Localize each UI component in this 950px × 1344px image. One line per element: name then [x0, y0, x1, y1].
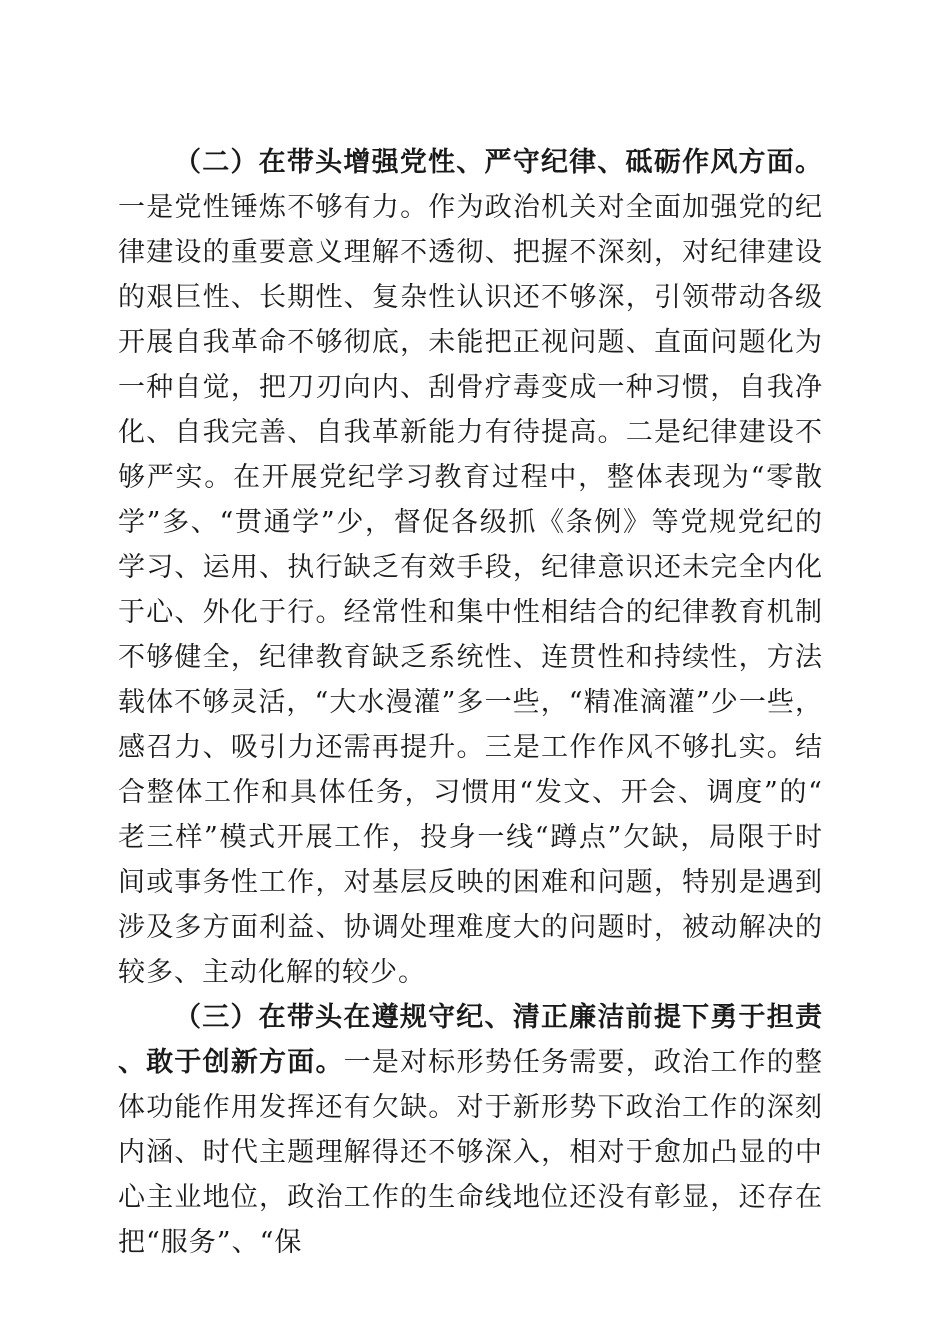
document-body — [118, 140, 823, 1265]
section-two-heading: （二）在带头增强党性、严守纪律、砥砺作风方面。 — [174, 147, 823, 178]
paragraph-section-two — [118, 140, 823, 995]
section-two-text: 一是党性锤炼不够有力。作为政治机关对全面加强党的纪律建设的重要意义理解不透彻、把握不深刻，对纪律建设的艰巨性、长期性、复杂性认识还不够深，引领带动各级开展自我革命不够彻底，未能把正视问题、直面问题化为一种自觉，把刀刃向内、刮骨疗毒变成一种习惯，自我净化、自我完善、自我革新能力有待提高。二是纪律建设不够严实。在开展党纪学习教育过程中，整体表现为“零散学”多、“贯通学”少，督促各级抓《条例》等党规党纪的学习、运用、执行缺乏有效手段，纪律意识还未完全内化于心、外化于行。经常性和集中性相结合的纪律教育机制不够健全，纪律教育缺乏系统性、连贯性和持续性，方法载体不够灵活，“大水漫灌”多一些，“精准滴灌”少一些，感召力、吸引力还需再提升。三是工作作风不够扎实。结合整体工作和具体任务，习惯用“发文、开会、调度”的“老三样”模式开展工作，投身一线“蹲点”欠缺，局限于时间或事务性工作，对基层反映的困难和问题，特别是遇到涉及多方面利益、协调处理难度大的问题时，被动解决的较多、主动化解的较少。 — [118, 192, 823, 988]
paragraph-section-three — [118, 995, 823, 1265]
section-three-heading: （三）在带头在遵规守纪、清正廉洁前提下勇于担责、敢于创新方面。 — [118, 1002, 823, 1078]
section-three-text: 一是对标形势任务需要，政治工作的整体功能作用发挥还有欠缺。对于新形势下政治工作的深刻内涵、时代主题理解得还不够深入，相对于愈加凸显的中心主业地位，政治工作的生命线地位还没有彰显，还存在把“服务”、“保 — [118, 1047, 824, 1258]
